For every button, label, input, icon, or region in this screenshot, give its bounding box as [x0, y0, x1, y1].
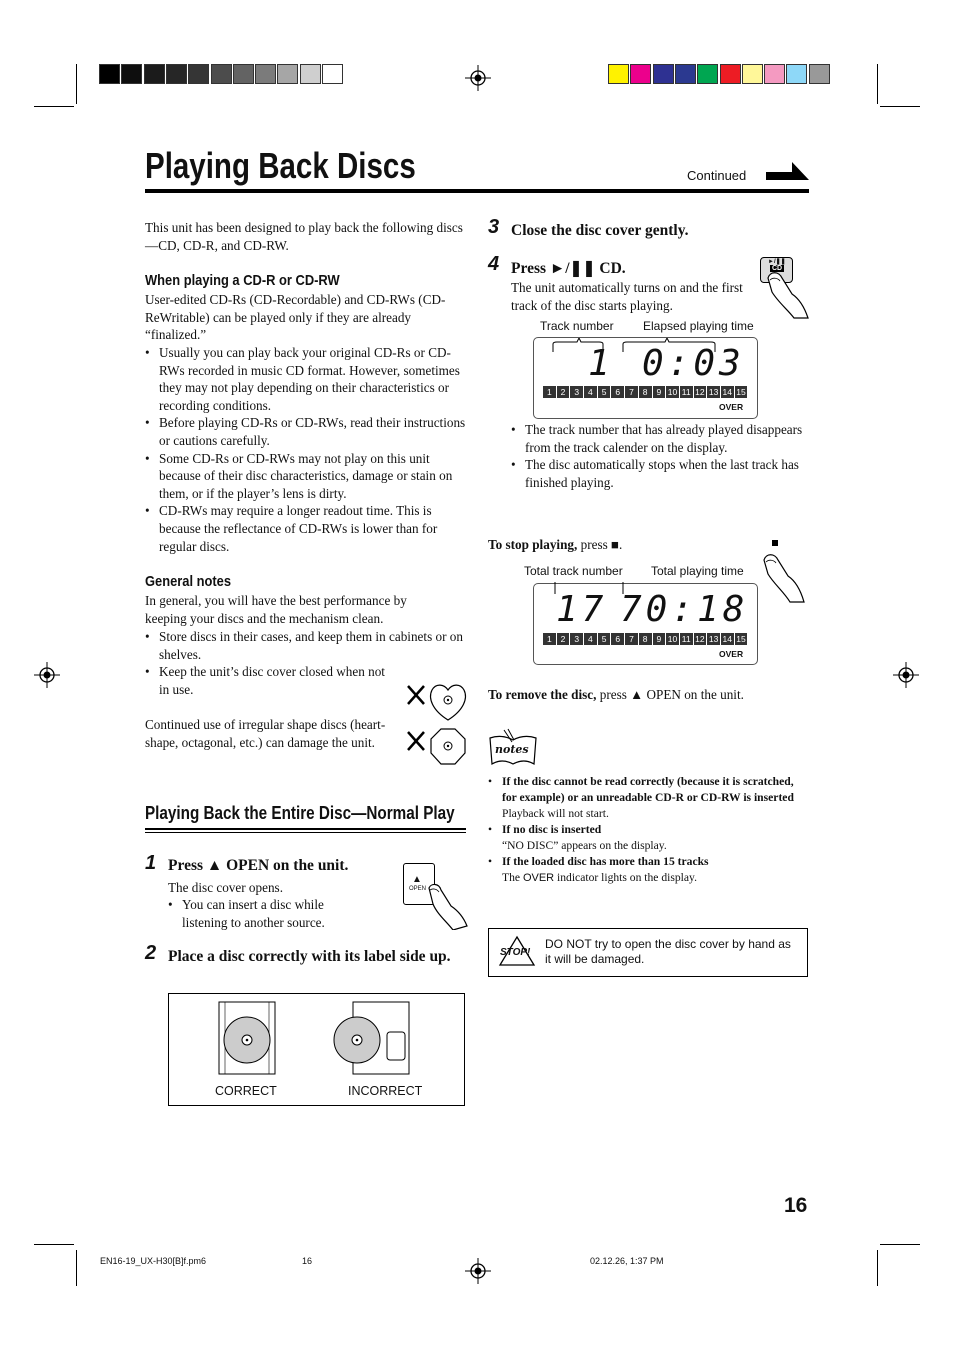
notes-list [488, 774, 810, 886]
track-cell: 13 [708, 634, 719, 644]
track-cell: 10 [667, 387, 678, 397]
over-word: OVER [522, 872, 555, 884]
crop-mark [76, 64, 77, 104]
step-number: 2 [145, 942, 157, 964]
track-cell: 8 [639, 633, 652, 645]
crop-mark [34, 106, 74, 107]
over-indicator: OVER [719, 649, 744, 659]
color-swatch [653, 64, 674, 84]
track-cell: 9 [653, 386, 666, 398]
step-number: 4 [488, 253, 500, 275]
stop-text: press ■. [580, 537, 623, 552]
track-cell: 1 [543, 386, 556, 398]
footer-page: 16 [302, 1256, 313, 1266]
continued-label: Continued [687, 168, 747, 183]
note-text: Playback will not start. [502, 807, 609, 820]
open-button-label: OPEN [409, 886, 427, 892]
crop-mark [877, 1250, 878, 1286]
gray-swatch [188, 64, 209, 84]
remove-text: press ▲ OPEN on the unit. [599, 687, 744, 702]
track-cell: 4 [584, 386, 597, 398]
color-swatch [675, 64, 696, 84]
track-cell: 15 [736, 387, 746, 397]
elapsed-time-label: Elapsed playing time [643, 319, 754, 333]
total-time-label: Total playing time [651, 564, 744, 578]
track-cell: 2 [557, 633, 570, 645]
color-swatch [697, 64, 718, 84]
lcd-track-number: 1 [588, 343, 614, 384]
pressing-finger-icon [760, 550, 810, 604]
track-cell: 5 [598, 386, 611, 398]
lcd-total-time: 70:18 [620, 589, 749, 630]
remove-label: To remove the disc, [488, 687, 597, 702]
note-heading: If no disc is inserted [502, 823, 602, 836]
cd-button-label: CD [772, 265, 783, 272]
track-cell: 12 [695, 387, 705, 397]
step-number: 3 [488, 216, 500, 238]
no-heart-disc-icon [402, 680, 468, 722]
cdr-paragraph: User-edited CD-Rs (CD-Recordable) and CD-RWs (CD-ReWritable) can be played only if they are already “finalized.” [145, 292, 446, 343]
gray-swatch [211, 64, 232, 84]
step3-title: Close the disc cover gently. [511, 222, 689, 239]
color-swatch [786, 64, 807, 84]
incorrect-disc-icon [329, 996, 411, 1076]
list-item: • You can insert a disc while listening to another source. [168, 896, 358, 931]
track-cell: 15 [736, 634, 746, 644]
list-item: • Usually you can play back your original CD-Rs or CD-RWs recorded in music CD format. However, sometimes they may not play depending on their characteristics or recording conditions. [145, 344, 467, 414]
note-text: indicator lights on the display. [554, 871, 697, 884]
list-item: • Before playing CD-Rs or CD-RWs, read their instructions or cautions carefully. [145, 414, 467, 449]
step2-title: Place a disc correctly with its label side up. [168, 948, 451, 965]
stop-button[interactable] [772, 540, 778, 546]
warning-box [488, 928, 808, 977]
section-rule [145, 832, 466, 833]
step4-desc: The unit automatically turns on and the first track of the disc starts playing. [511, 280, 743, 313]
gray-swatch [233, 64, 254, 84]
gray-swatch [144, 64, 165, 84]
footer-date: 02.12.26, 1:37 PM [590, 1256, 664, 1266]
list-item: • The disc automatically stops when the last track has finished playing. [511, 456, 806, 491]
gray-swatch [255, 64, 276, 84]
total-track-label: Total track number [524, 564, 623, 578]
note-text: The [502, 871, 523, 884]
track-cell: 12 [695, 634, 705, 644]
note-item [488, 822, 810, 854]
track-calendar [543, 386, 747, 398]
general-notes-paragraph: In general, you will have the best performance by keeping your discs and the mechanism clean. [145, 593, 407, 626]
correct-label: CORRECT [215, 1084, 277, 1098]
color-swatch [608, 64, 629, 84]
crop-mark [880, 1244, 920, 1245]
track-cell: 9 [653, 633, 666, 645]
list-item: • The track number that has already played disappears from the track calender on the display. [511, 421, 806, 456]
registration-mark-icon [893, 662, 919, 688]
track-calendar [543, 633, 747, 645]
page-number: 16 [784, 1194, 808, 1217]
page-title: Playing Back Discs [145, 145, 416, 186]
track-cell: 7 [625, 386, 638, 398]
track-cell: 1 [543, 633, 556, 645]
intro-paragraph: This unit has been designed to play back the following discs—CD, CD-R, and CD-RW. [145, 220, 463, 253]
list-item: • Store discs in their cases, and keep them in cabinets or on shelves. [145, 628, 467, 663]
list-item: • Keep the unit’s disc cover closed when not in use. [145, 663, 385, 698]
no-octagonal-disc-icon [402, 726, 468, 768]
play-bullets [511, 421, 806, 491]
gray-swatch [99, 64, 120, 84]
title-rule [145, 189, 809, 193]
remove-instruction [488, 686, 744, 704]
cdr-bullets [145, 344, 467, 555]
incorrect-label: INCORRECT [348, 1084, 423, 1098]
track-cell: 8 [639, 386, 652, 398]
eject-icon: ▲ [412, 874, 422, 885]
track-cell: 3 [570, 633, 583, 645]
stop-label: To stop playing, [488, 537, 578, 552]
track-number-label: Track number [540, 319, 614, 333]
note-item [488, 774, 810, 822]
step1-bullets [168, 896, 358, 931]
color-swatch [630, 64, 651, 84]
general-notes-heading: General notes [145, 573, 232, 590]
track-cell: 14 [722, 634, 733, 644]
continued-arrow-icon [766, 160, 810, 186]
pressing-finger-icon [423, 880, 473, 930]
registration-mark-icon [465, 1258, 491, 1284]
step4-title: Press ►/❚❚ CD. [511, 260, 626, 277]
correct-disc-icon [217, 1000, 277, 1076]
track-cell: 6 [611, 633, 624, 645]
gray-swatch [300, 64, 321, 84]
track-cell: 2 [557, 386, 570, 398]
track-cell: 13 [708, 387, 719, 397]
over-indicator: OVER [719, 402, 744, 412]
cdr-heading: When playing a CD-R or CD-RW [145, 272, 340, 289]
track-cell: 5 [598, 633, 611, 645]
crop-mark [76, 1250, 77, 1286]
footer-file: EN16-19_UX-H30[B]f.pm6 [100, 1256, 207, 1266]
section-rule [145, 828, 466, 830]
track-cell: 11 [681, 387, 691, 397]
note-heading: If the disc cannot be read correctly (because it is scratched, for example) or an unreadable CD-R or CD-RW is inserted [502, 775, 794, 804]
color-swatch [809, 64, 830, 84]
track-cell: 4 [584, 633, 597, 645]
color-swatch [742, 64, 763, 84]
lcd-elapsed-time: 0:03 [642, 343, 745, 384]
warning-icon-label: STOP! [500, 947, 531, 958]
notes-icon-label: notes [495, 743, 529, 756]
warning-text: DO NOT try to open the disc cover by hand as it will be damaged. [545, 937, 791, 966]
gray-swatch [277, 64, 298, 84]
play-pause-icon: ►/❚❚ [768, 259, 786, 265]
lcd-total-tracks: 17 [556, 589, 608, 630]
list-item: • CD-RWs may require a longer readout time. This is because the reflectance of CD-RWs is lower than for regular discs. [145, 502, 467, 555]
notes-icon [488, 728, 538, 766]
note-heading: If the loaded disc has more than 15 tracks [502, 855, 709, 868]
step1-desc: The disc cover opens. [168, 880, 283, 895]
track-cell: 7 [625, 633, 638, 645]
gray-swatch [166, 64, 187, 84]
track-cell: 3 [570, 386, 583, 398]
crop-mark [877, 64, 878, 104]
track-cell: 14 [722, 387, 733, 397]
note-text: “NO DISC” appears on the display. [502, 839, 667, 852]
registration-mark-icon [465, 65, 491, 91]
normal-play-heading: Playing Back the Entire Disc—Normal Play [145, 802, 455, 823]
pressing-finger-icon [764, 268, 814, 320]
crop-mark [34, 1244, 74, 1245]
list-item: • Some CD-Rs or CD-RWs may not play on this unit because of their disc characteristics, damage or stain on them, or if the player’s lens is dirty. [145, 450, 467, 503]
gray-swatch [322, 64, 343, 84]
color-swatch [720, 64, 741, 84]
track-cell: 6 [611, 386, 624, 398]
step-number: 1 [145, 852, 157, 874]
track-cell: 10 [667, 634, 678, 644]
registration-mark-icon [34, 662, 60, 688]
irregular-discs-text: Continued use of irregular shape discs (heart-shape, octagonal, etc.) can damage the unit. [145, 717, 386, 750]
gray-swatch [121, 64, 142, 84]
crop-mark [880, 106, 920, 107]
note-item [488, 854, 810, 886]
color-swatch [764, 64, 785, 84]
disc-placement-figure [168, 993, 465, 1106]
stop-instruction [488, 536, 622, 554]
step1-title: Press ▲ OPEN on the unit. [168, 857, 349, 874]
track-cell: 11 [681, 634, 691, 644]
